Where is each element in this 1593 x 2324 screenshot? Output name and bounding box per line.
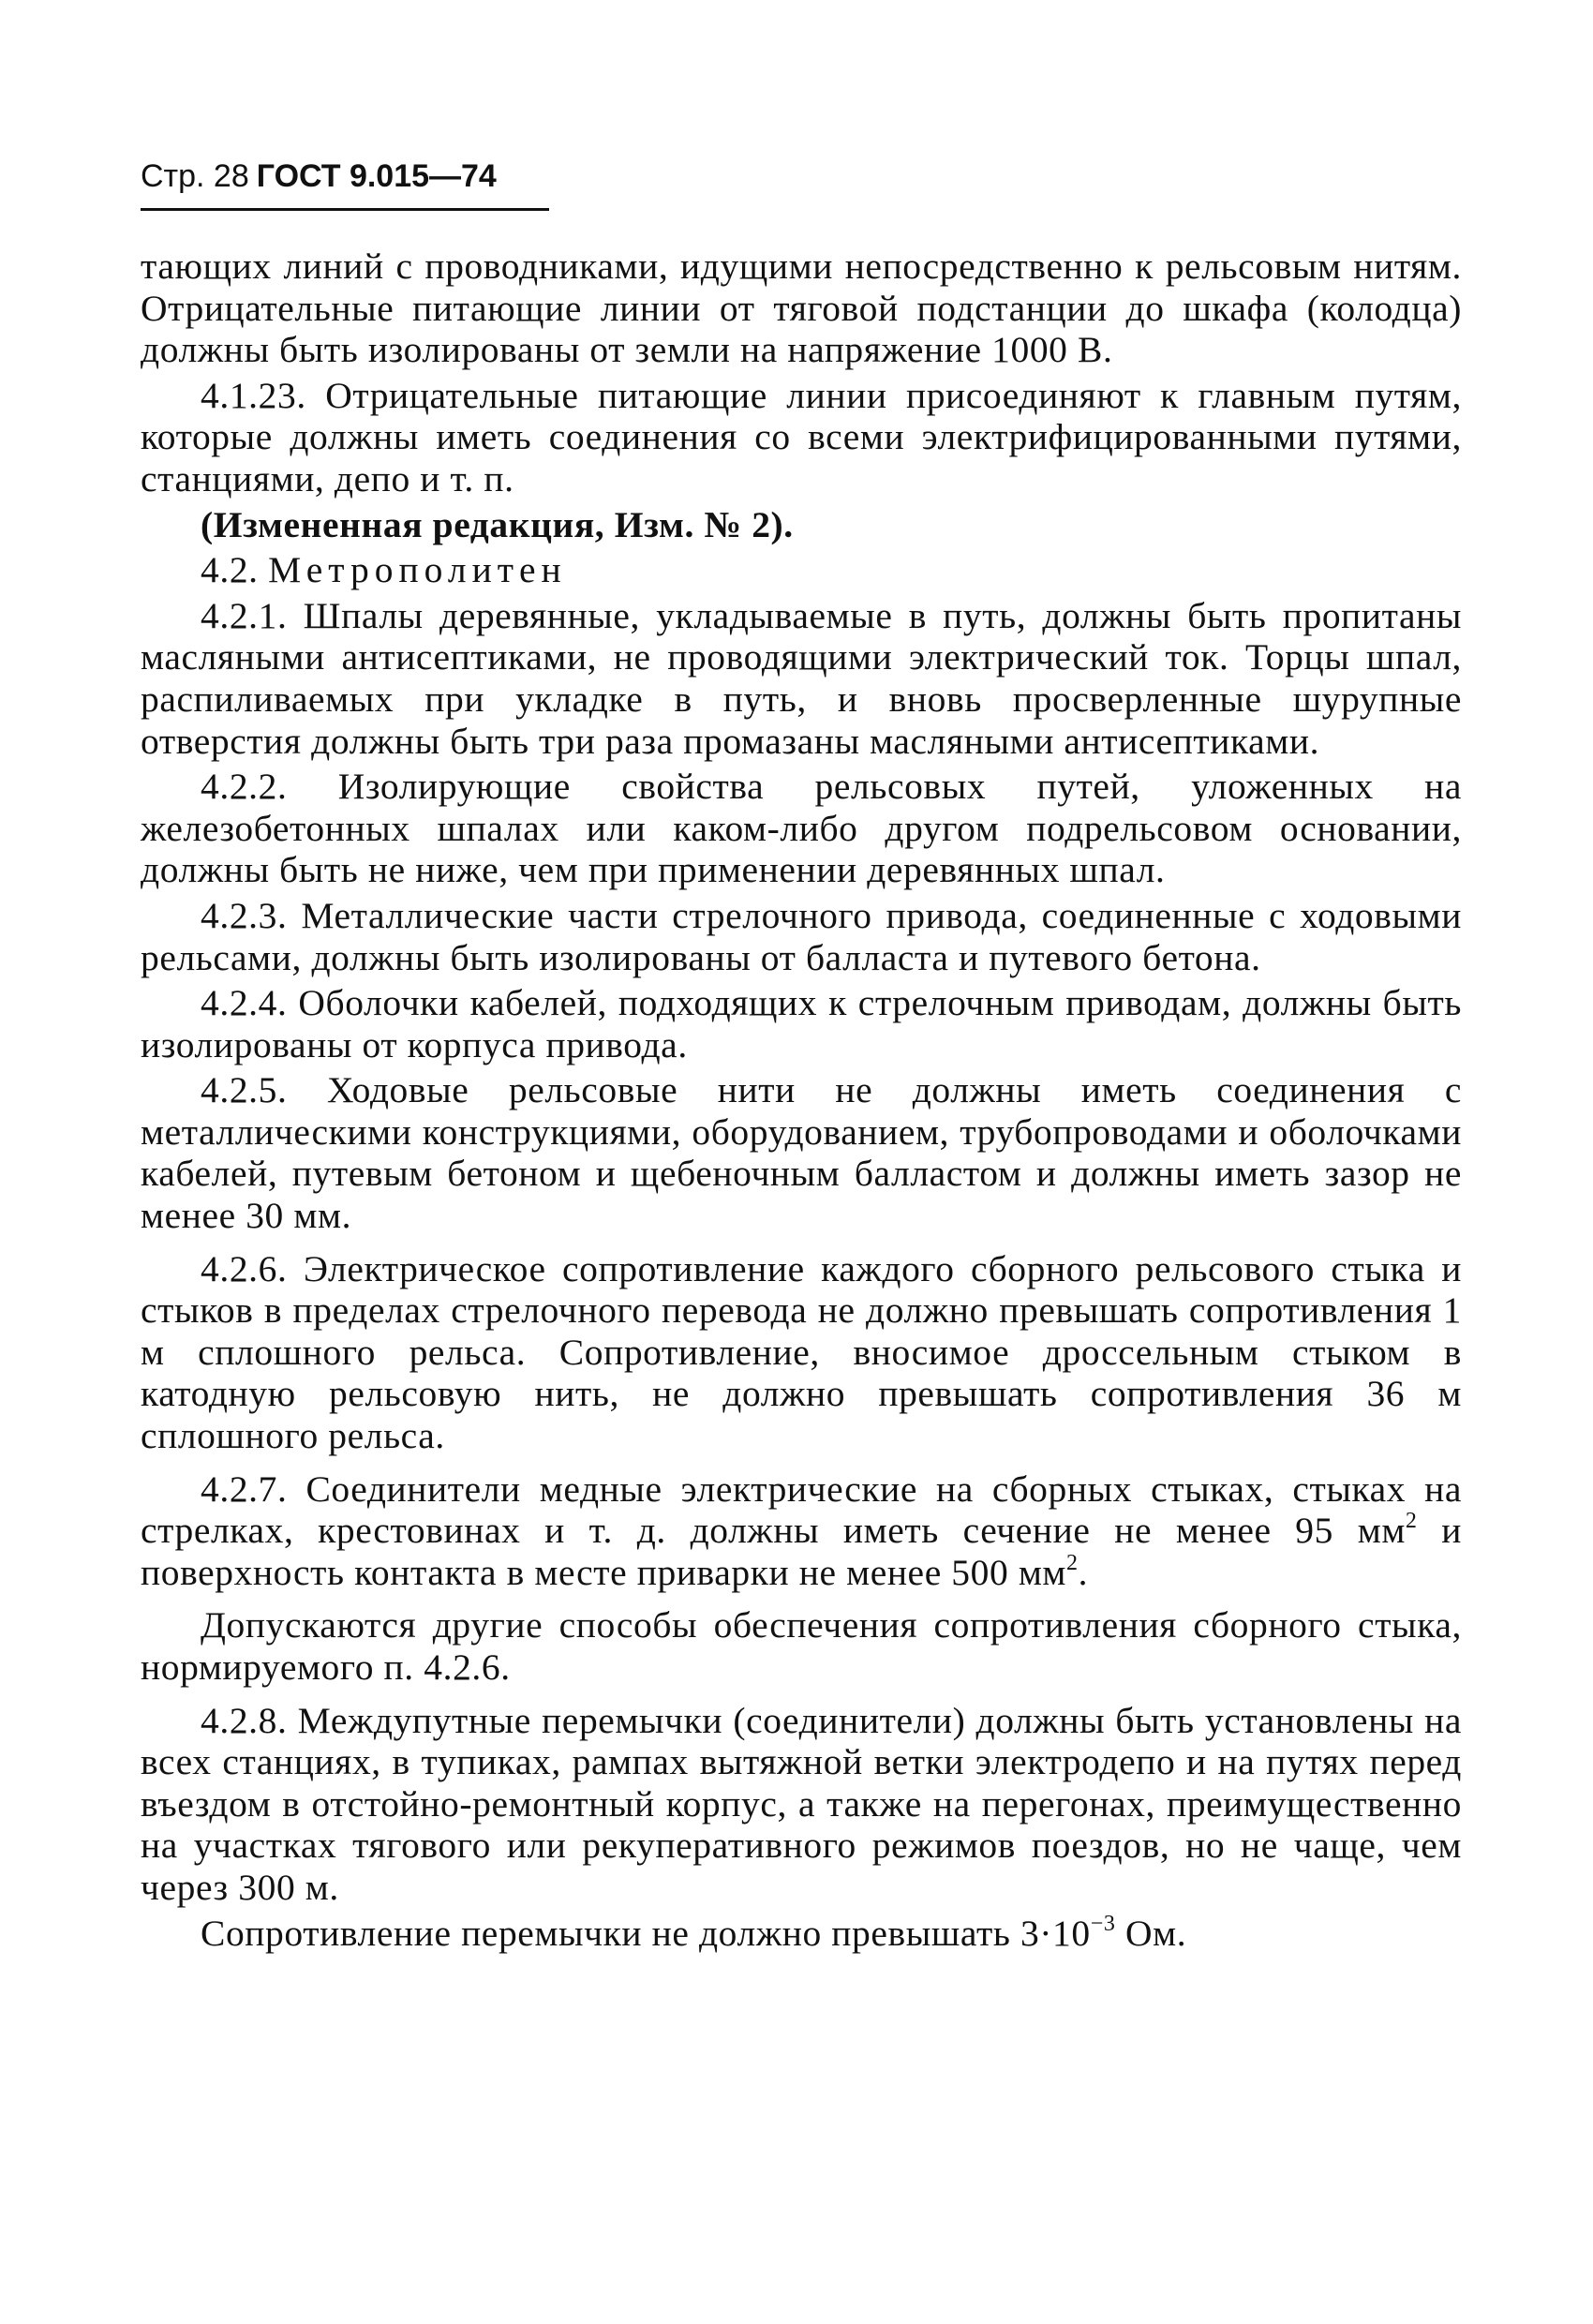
paragraph-4-1-23: 4.1.23. Отрицательные питающие линии присоединяют к главным путям, которые должны иметь соединения со всеми электрифицированными путями, станциями, депо и т. п. — [141, 374, 1462, 499]
resistance-text-a: Сопротивление перемычки не должно превышать 3·10 — [201, 1912, 1091, 1954]
superscript-squared: 2 — [1066, 1550, 1079, 1575]
paragraph-allowance: Допускаются другие способы обеспечения сопротивления сборного стыка, нормируемого п. 4.2.6. — [141, 1604, 1462, 1688]
paragraph-continuation: тающих линий с проводниками, идущими непосредственно к рельсовым нитям. Отрицательные питающие линии от тяговой подстанции до шкафа (колодца) должны быть изолированы от земли на напряжение 1000 В. — [141, 246, 1462, 371]
document-body — [141, 246, 1462, 1958]
paragraph-resistance-limit — [141, 1913, 1462, 1955]
paragraph-4-2-7-text-b: и поверхность контакта в месте приварки не менее 500 мм — [141, 1510, 1462, 1593]
paragraph-4-2-8: 4.2.8. Междупутные перемычки (соединители) должны быть установлены на всех станциях, в тупиках, рампах вытяжной ветки электродепо и на путях перед въездом в отстойно-ремонтный корпус, а также на перегонах, преимущественно на участках тягового или рекуперативного режимов поездов, но не чаще, чем через 300 м. — [141, 1699, 1462, 1908]
paragraph-4-2-5: 4.2.5. Ходовые рельсовые нити не должны иметь соединения с металлическими конструкциями, оборудованием, трубопроводами и оболочками кабелей, путевым бетоном и щебеночным балластом и должны иметь зазор не менее 30 мм. — [141, 1069, 1462, 1237]
paragraph-4-2-3: 4.2.3. Металлические части стрелочного привода, соединенные с ходовыми рельсами, должны быть изолированы от балласта и путевого бетона. — [141, 894, 1462, 978]
paragraph-4-2-7-text-c: . — [1078, 1551, 1089, 1593]
paragraph-4-2-7-text-a: 4.2.7. Соединители медные электрические на сборных стыках, стыках на стрелках, крестовинах и т. д. должны иметь сечение не менее 95 мм — [141, 1467, 1462, 1552]
paragraph-4-2-7 — [141, 1468, 1462, 1594]
section-heading-4-2 — [141, 549, 1462, 591]
paragraph-4-2-2: 4.2.2. Изолирующие свойства рельсовых путей, уложенных на железобетонных шпалах или каком-либо другом подрельсовом основании, должны быть не ниже, чем при применении деревянных шпал. — [141, 766, 1462, 891]
section-title: Метрополитен — [268, 549, 567, 591]
paragraph-4-2-4: 4.2.4. Оболочки кабелей, подходящих к стрелочным приводам, должны быть изолированы от корпуса привода. — [141, 982, 1462, 1065]
resistance-text-b: Ом. — [1115, 1912, 1187, 1954]
superscript-squared: 2 — [1405, 1509, 1418, 1534]
header-rule — [141, 208, 549, 211]
superscript-exponent: −3 — [1090, 1911, 1116, 1936]
page-header — [141, 157, 497, 195]
section-number: 4.2. — [201, 549, 259, 591]
paragraph-4-2-1: 4.2.1. Шпалы деревянные, укладываемые в путь, должны быть пропитаны масляными антисептиками, не проводящими электрический ток. Торцы шпал, распиливаемых при укладке в путь, и вновь просверленные шурупные отверстия должны быть три раза промазаны масляными антисептиками. — [141, 594, 1462, 762]
page-number: Стр. 28 — [141, 158, 249, 194]
paragraph-4-2-6: 4.2.6. Электрическое сопротивление каждого сборного рельсового стыка и стыков в пределах стрелочного перевода не должно превышать сопротивления 1 м сплошного рельса. Сопротивление, вносимое дроссельным стыком в катодную рельсовую нить, не должно превышать сопротивления 36 м сплошного рельса. — [141, 1247, 1462, 1457]
amendment-note: (Измененная редакция, Изм. № 2). — [201, 503, 794, 545]
standard-code: ГОСТ 9.015—74 — [256, 158, 497, 194]
